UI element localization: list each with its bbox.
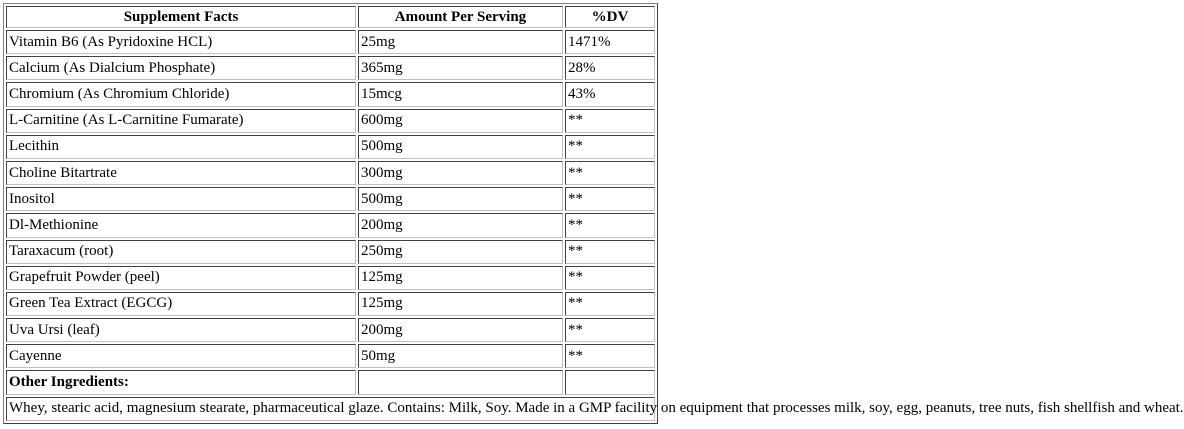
ingredient-name: Green Tea Extract (EGCG) [6, 292, 356, 316]
ingredient-dv: ** [565, 292, 655, 316]
other-ingredients-text: Whey, stearic acid, magnesium stearate, pharmaceutical glaze. Contains: Milk, Soy. Made in a GMP facility on equipment that processes milk, soy, egg, peanuts, tree nuts, fish shellfish and wheat. [6, 397, 655, 421]
ingredient-amount: 200mg [358, 318, 563, 342]
table-row [6, 266, 655, 290]
other-ingredients-row [6, 370, 655, 394]
ingredient-amount: 50mg [358, 344, 563, 368]
table-row [6, 109, 655, 133]
ingredient-name: Lecithin [6, 135, 356, 159]
other-ingredients-dv-empty [565, 370, 655, 394]
table-row [6, 30, 655, 54]
ingredient-name: Uva Ursi (leaf) [6, 318, 356, 342]
ingredient-amount: 365mg [358, 56, 563, 80]
ingredient-dv: ** [565, 109, 655, 133]
table-row [6, 292, 655, 316]
ingredient-name: Chromium (As Chromium Chloride) [6, 82, 356, 106]
header-amount-per-serving: Amount Per Serving [358, 6, 563, 28]
table-row [6, 344, 655, 368]
ingredient-amount: 500mg [358, 187, 563, 211]
ingredient-amount: 15mcg [358, 82, 563, 106]
ingredient-amount: 25mg [358, 30, 563, 54]
ingredient-amount: 600mg [358, 109, 563, 133]
ingredient-amount: 500mg [358, 135, 563, 159]
supplement-facts-panel [3, 3, 1184, 424]
ingredient-name: Taraxacum (root) [6, 240, 356, 264]
other-ingredients-amount-empty [358, 370, 563, 394]
ingredient-name: Vitamin B6 (As Pyridoxine HCL) [6, 30, 356, 54]
table-row [6, 318, 655, 342]
ingredient-dv: ** [565, 266, 655, 290]
table-row [6, 135, 655, 159]
ingredient-name: Grapefruit Powder (peel) [6, 266, 356, 290]
ingredient-dv: ** [565, 161, 655, 185]
ingredient-dv: ** [565, 213, 655, 237]
table-row [6, 56, 655, 80]
header-percent-dv: %DV [565, 6, 655, 28]
ingredient-name: Dl-Methionine [6, 213, 356, 237]
ingredient-dv: ** [565, 240, 655, 264]
table-row [6, 187, 655, 211]
ingredient-dv: ** [565, 135, 655, 159]
ingredient-name: Choline Bitartrate [6, 161, 356, 185]
ingredients-text-row [6, 397, 655, 421]
ingredient-name: L-Carnitine (As L-Carnitine Fumarate) [6, 109, 356, 133]
table-row [6, 161, 655, 185]
table-body [6, 30, 1184, 421]
ingredient-amount: 125mg [358, 266, 563, 290]
table-header-row [6, 6, 655, 28]
ingredient-dv: 43% [565, 82, 655, 106]
table-row [6, 240, 655, 264]
ingredient-dv: 1471% [565, 30, 655, 54]
table-row [6, 82, 655, 106]
table-row [6, 213, 655, 237]
ingredient-dv: ** [565, 187, 655, 211]
ingredient-amount: 200mg [358, 213, 563, 237]
ingredient-amount: 300mg [358, 161, 563, 185]
other-ingredients-label: Other Ingredients: [6, 370, 356, 394]
ingredient-amount: 125mg [358, 292, 563, 316]
supplement-facts-table [3, 3, 1184, 424]
ingredient-name: Inositol [6, 187, 356, 211]
ingredient-dv: ** [565, 318, 655, 342]
ingredient-dv: 28% [565, 56, 655, 80]
ingredient-name: Calcium (As Dialcium Phosphate) [6, 56, 356, 80]
ingredient-name: Cayenne [6, 344, 356, 368]
ingredient-amount: 250mg [358, 240, 563, 264]
ingredient-dv: ** [565, 344, 655, 368]
header-supplement-facts: Supplement Facts [6, 6, 356, 28]
